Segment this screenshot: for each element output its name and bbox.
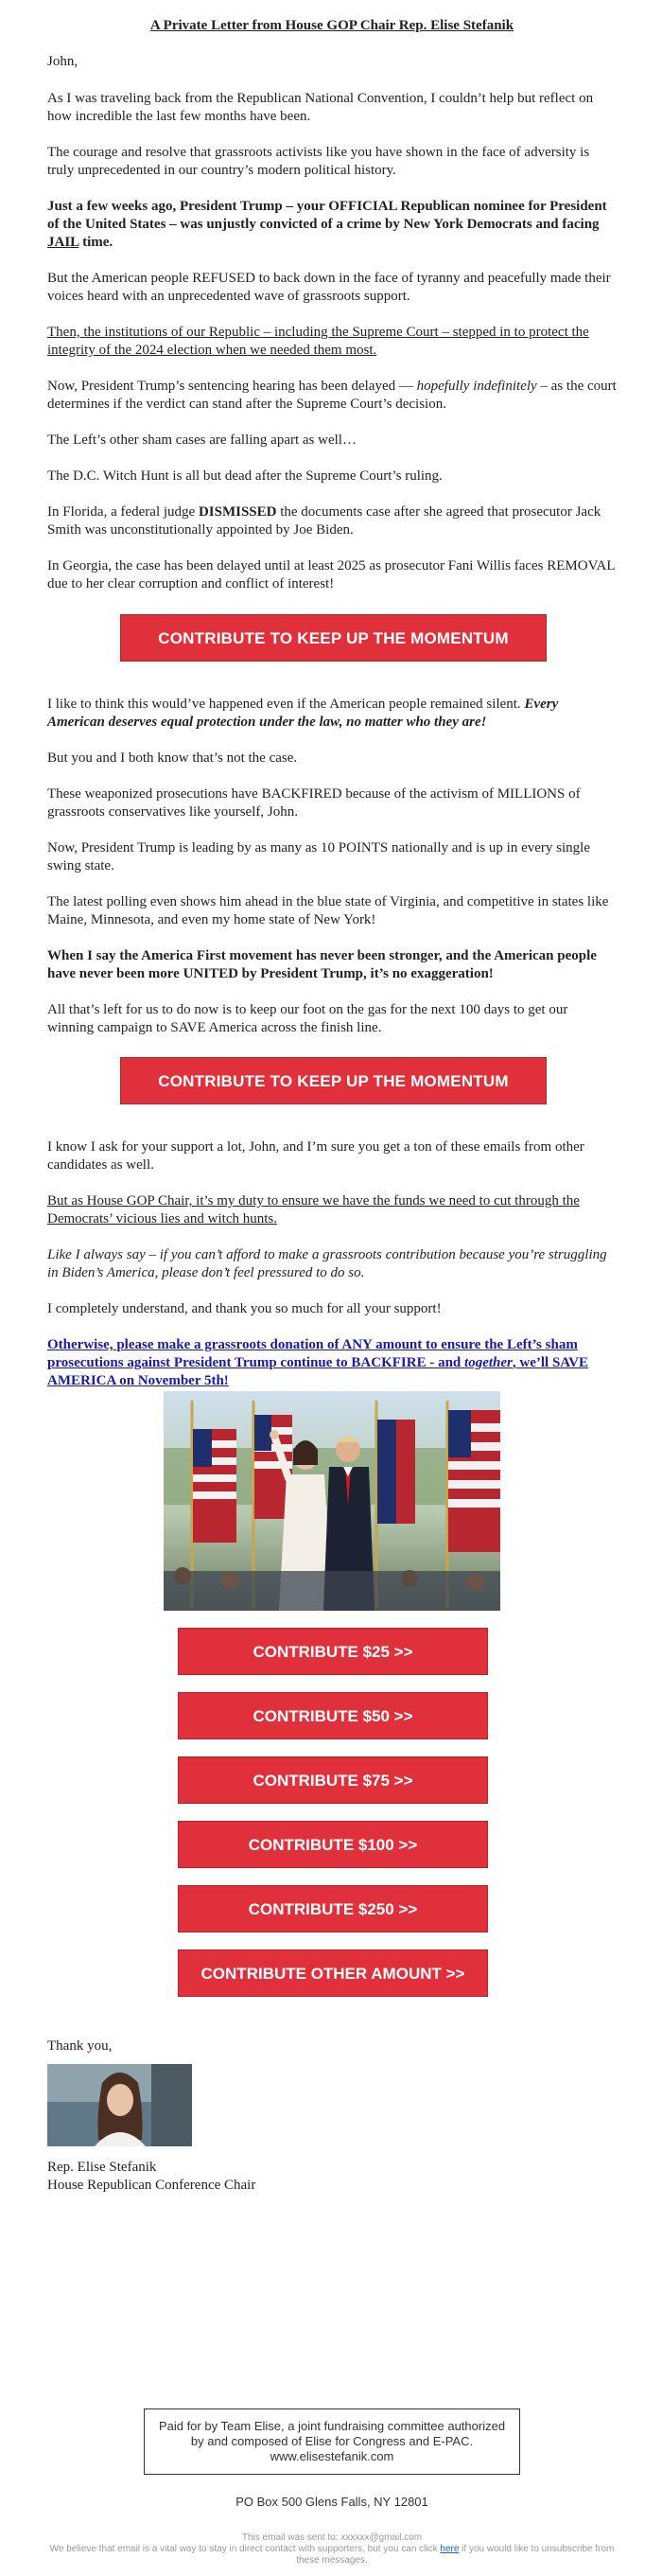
paragraph: All that’s left for us to do now is to keep our foot on the gas for the next 100 days to get our winning campaign to SAVE America across the finish line.: [47, 1002, 568, 1035]
paragraph: The Left’s other sham cases are falling apart as well…: [47, 432, 357, 448]
paragraph: But as House GOP Chair, it’s my duty to ensure we have the funds we need to cut through the Democrats’ vicious lies and witch hunts.: [47, 1193, 580, 1226]
paragraph: In Florida, a federal judge DISMISSED the documents case after she agreed that prosecutor Jack Smith was unconstitutionally appointed by Joe Biden.: [47, 504, 601, 538]
contribute-75-button[interactable]: CONTRIBUTE $75 >>: [178, 1756, 488, 1804]
paragraph: In Georgia, the case has been delayed until at least 2025 as prosecutor Fani Willis faces REMOVAL due to her clear corruption and conflict of interest!: [47, 558, 615, 591]
contribute-250-button[interactable]: CONTRIBUTE $250 >>: [178, 1885, 488, 1932]
paragraph: I like to think this would’ve happened even if the American people remained silent. Every American deserves equal protection under the law, no matter who they are!: [47, 697, 559, 730]
paragraph: But you and I both know that’s not the case.: [47, 750, 298, 766]
unsubscribe-notice: We believe that email is a vital way to stay in direct contact with supporters, but you can click here if you would like to unsubscribe from these messages.: [49, 2544, 615, 2566]
paragraph: Like I always say – if you can’t afford to make a grassroots contribution because you’re struggling in Biden’s America, please don’t feel pressured to do so.: [47, 1247, 607, 1280]
letter-title: A Private Letter from House GOP Chair Rep. Elise Stefanik: [149, 18, 514, 33]
paragraph: Just a few weeks ago, President Trump – your OFFICIAL Republican nominee for President of the United States – was unjustly convicted of a crime by New York Democrats and facing JAIL time.: [47, 199, 607, 250]
paragraph: But the American people REFUSED to back down in the face of tyranny and peacefully made their voices heard with an unprecedented wave of grassroots support.: [47, 271, 611, 304]
contribute-100-button[interactable]: CONTRIBUTE $100 >>: [178, 1821, 488, 1868]
greeting: John,: [47, 54, 78, 69]
paragraph: Now, President Trump is leading by as many as 10 POINTS nationally and is up in every single swing state.: [47, 840, 590, 873]
paragraph: I completely understand, and thank you so much for all your support!: [47, 1301, 442, 1316]
rally-photo: [164, 1391, 500, 1611]
signer-name: Rep. Elise Stefanik: [47, 2160, 157, 2175]
sent-to-notice: This email was sent to: xxxxxx@gmail.com: [241, 2532, 423, 2543]
paragraph: Now, President Trump’s sentencing hearing has been delayed — hopefully indefinitely – as the court determines if the verdict can stand after the Supreme Court’s decision.: [47, 379, 617, 412]
paragraph: These weaponized prosecutions have BACKFIRED because of the activism of MILLIONS of grassroots conservatives like yourself, John.: [47, 786, 581, 820]
contribute-button[interactable]: CONTRIBUTE TO KEEP UP THE MOMENTUM: [120, 1057, 547, 1104]
paragraph: The D.C. Witch Hunt is all but dead after the Supreme Court’s ruling.: [47, 468, 443, 484]
signer-role: House Republican Conference Chair: [47, 2178, 256, 2193]
paragraph: When I say the America First movement has never been stronger, and the American people have never been more UNITED by President Trump, it’s no exaggeration!: [47, 948, 597, 981]
paid-for-disclaimer: Paid for by Team Elise, a joint fundraising committee authorized by and composed of Elise for Congress and E-PAC. www.elisestefanik.com: [144, 2408, 520, 2475]
paragraph: I know I ask for your support a lot, John, and I’m sure you get a ton of these emails from other candidates as well.: [47, 1139, 584, 1173]
mailing-address: PO Box 500 Glens Falls, NY 12801: [235, 2495, 428, 2509]
unsubscribe-link[interactable]: here: [440, 2544, 460, 2554]
contribute-25-button[interactable]: CONTRIBUTE $25 >>: [178, 1628, 488, 1675]
paragraph: As I was traveling back from the Republican National Convention, I couldn’t help but reflect on how incredible the last few months have been.: [47, 91, 594, 124]
contribute-50-button[interactable]: CONTRIBUTE $50 >>: [178, 1692, 488, 1739]
paragraph: Then, the institutions of our Republic – including the Supreme Court – stepped in to protect the integrity of the 2024 election when we needed them most.: [47, 325, 589, 358]
paragraph: The latest polling even shows him ahead in the blue state of Virginia, and competitive in states like Maine, Minnesota, and even my home state of New York!: [47, 894, 609, 927]
paragraph: The courage and resolve that grassroots activists like you have shown in the face of adversity is truly unprecedented in our country’s modern political history.: [47, 145, 590, 178]
contribute-other-button[interactable]: CONTRIBUTE OTHER AMOUNT >>: [178, 1950, 488, 1997]
signer-photo: [47, 2064, 192, 2146]
contribute-button[interactable]: CONTRIBUTE TO KEEP UP THE MOMENTUM: [120, 614, 547, 662]
donation-link[interactable]: Otherwise, please make a grassroots donation of ANY amount to ensure the Left’s sham prosecutions against President Trump continue to BACKFIRE - and together, we’ll SAVE AMERICA on November 5th!: [47, 1337, 589, 1388]
thanks: Thank you,: [47, 2038, 113, 2054]
